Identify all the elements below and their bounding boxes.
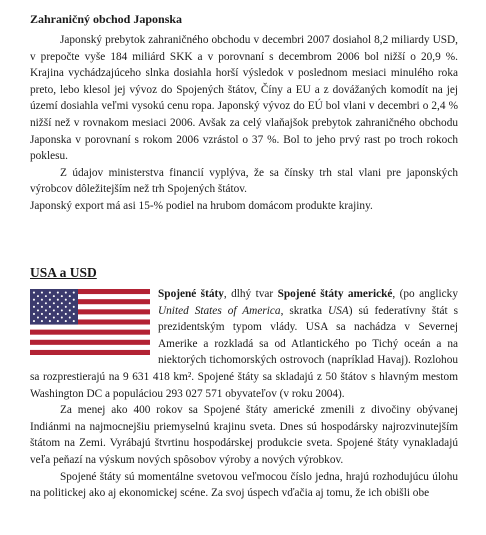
flag-star <box>61 316 63 318</box>
flag-star <box>45 295 47 297</box>
flag-star <box>73 313 75 315</box>
flag-star <box>37 302 39 304</box>
flag-star <box>57 299 59 301</box>
flag-stripe <box>30 340 150 345</box>
flag-star <box>49 292 51 294</box>
paragraph-usa-industry: Za menej ako 400 rokov sa Spojené štáty americké zmenili z divočiny obývanej Indiánmi na najmocnejšiu priemyselnú krajinu sveta. Dnes sú hospodársky najrozvinutejším štátom na Zemi. Vyrábajú štvrtinu hospodárskej produkcie sveta. Spojené štáty vynakladajú veľa peňazí na výskum nových spôsobov výroby a nových výrobkov. <box>30 404 458 466</box>
flag-star <box>49 313 51 315</box>
flag-star <box>33 306 35 308</box>
flag-star <box>73 299 75 301</box>
usa-intro-text-3: , skratka <box>280 304 328 317</box>
flag-star <box>73 292 75 294</box>
flag-star <box>33 313 35 315</box>
usa-name-short: Spojené štáty <box>158 288 224 300</box>
flag-star <box>41 306 43 308</box>
flag-star <box>61 302 63 304</box>
flag-star <box>61 295 63 297</box>
paragraph-japan-surplus: Japonský prebytok zahraničného obchodu v decembri 2007 dosiahol 8,2 miliardy USD, v prepočte vyše 184 miliárd SKK a v porovnaní s decembrom 2006 bol nižší o 20,9 %. Krajina vychádzajúceho slnka dosiahla horší výsledok v poslednom mesiaci minulého roka preto, lebo klesol jej vývoz do Spojených štátov, Číny a EU a z dovážaných komodít na jej území dosiahla veľmi vysokú cenu ropa. Japonský vývoz do EÚ bol vlani v decembri o 2,4 % nižší než v rovnakom mesiaci 2006. Avšak za celý vlaňajšok prebytok zahraničného obchodu Japonska v porovnaní s rokom 2006 vzrástol o 37 %. Bol to jeho prvý rast po troch rokoch poklesu. <box>30 34 458 163</box>
flag-star <box>65 313 67 315</box>
flag-star <box>45 316 47 318</box>
flag-star <box>73 306 75 308</box>
flag-star <box>33 299 35 301</box>
flag-star <box>57 306 59 308</box>
paragraph-japan-china-market: Z údajov ministerstva financií vyplýva, že sa čínsky trh stal vlani pre japonských výrobcov dôležitejším než trh Spojených štátov. <box>30 166 458 196</box>
flag-star <box>53 316 55 318</box>
usa-name-english: United States of America <box>158 304 281 317</box>
flag-star <box>41 299 43 301</box>
paragraph-usa-superpower: Spojené štáty sú momentálne svetovou veľmocou číslo jedna, hrajú rozhodujúcu úlohu na politickej ako aj ekonomickej scéne. Za svoj úspech vďačia aj tomu, že ich obišli obe <box>30 470 458 500</box>
flag-star <box>53 309 55 311</box>
flag-star <box>69 316 71 318</box>
flag-star <box>49 306 51 308</box>
flag-star <box>45 302 47 304</box>
flag-star <box>65 306 67 308</box>
flag-star <box>73 320 75 322</box>
flag-star <box>57 320 59 322</box>
usa-intro-text-2: , (po anglicky <box>392 288 458 300</box>
section-usa <box>30 265 458 502</box>
flag-star <box>69 295 71 297</box>
flag-star <box>53 295 55 297</box>
flag-stripe <box>30 350 150 355</box>
flag-canton <box>30 289 78 325</box>
section-heading-usa: USA a USD <box>30 265 97 280</box>
flag-stripe <box>30 330 150 335</box>
usa-intro-text-1: , dlhý tvar <box>223 288 278 300</box>
flag-star <box>61 309 63 311</box>
flag-star <box>65 299 67 301</box>
usa-name-long: Spojené štáty americké <box>277 288 393 300</box>
flag-star <box>37 316 39 318</box>
flag-star <box>53 302 55 304</box>
flag-star <box>57 313 59 315</box>
usa-intro-text-4: ) sú federatívny štát s prezidentským typom vlády. USA sa nachádza v Severnej Amerike a rozkladá sa od Atlantického po Tichý oceán a na niektorých tichomorských ostrovoch (napríklad Havaj). Rozlohou sa rozprestierajú na 9 631 418 km². Spojené štáty sa skladajú z 50 štátov s hlavným mestom Washington DC a populáciou 293 027 571 obyvateľov (v roku 2004). <box>30 304 459 400</box>
paragraph-japan-export-share: Japonský export má asi 15-% podiel na hrubom domácom produkte krajiny. <box>30 199 373 212</box>
flag-star <box>37 295 39 297</box>
flag-star <box>41 313 43 315</box>
flag-star <box>41 320 43 322</box>
flag-star <box>57 292 59 294</box>
us-flag-image <box>30 289 150 355</box>
flag-star <box>49 320 51 322</box>
flag-star <box>65 292 67 294</box>
flag-star <box>37 309 39 311</box>
flag-star <box>41 292 43 294</box>
flag-star <box>49 299 51 301</box>
flag-star <box>65 320 67 322</box>
flag-star <box>69 309 71 311</box>
flag-star <box>45 309 47 311</box>
flag-star <box>33 320 35 322</box>
usa-abbreviation: USA <box>328 304 349 317</box>
flag-star <box>69 302 71 304</box>
section-heading-japan: Zahraničný obchod Japonska <box>30 12 183 26</box>
section-japan-trade <box>30 12 458 215</box>
flag-star <box>33 292 35 294</box>
